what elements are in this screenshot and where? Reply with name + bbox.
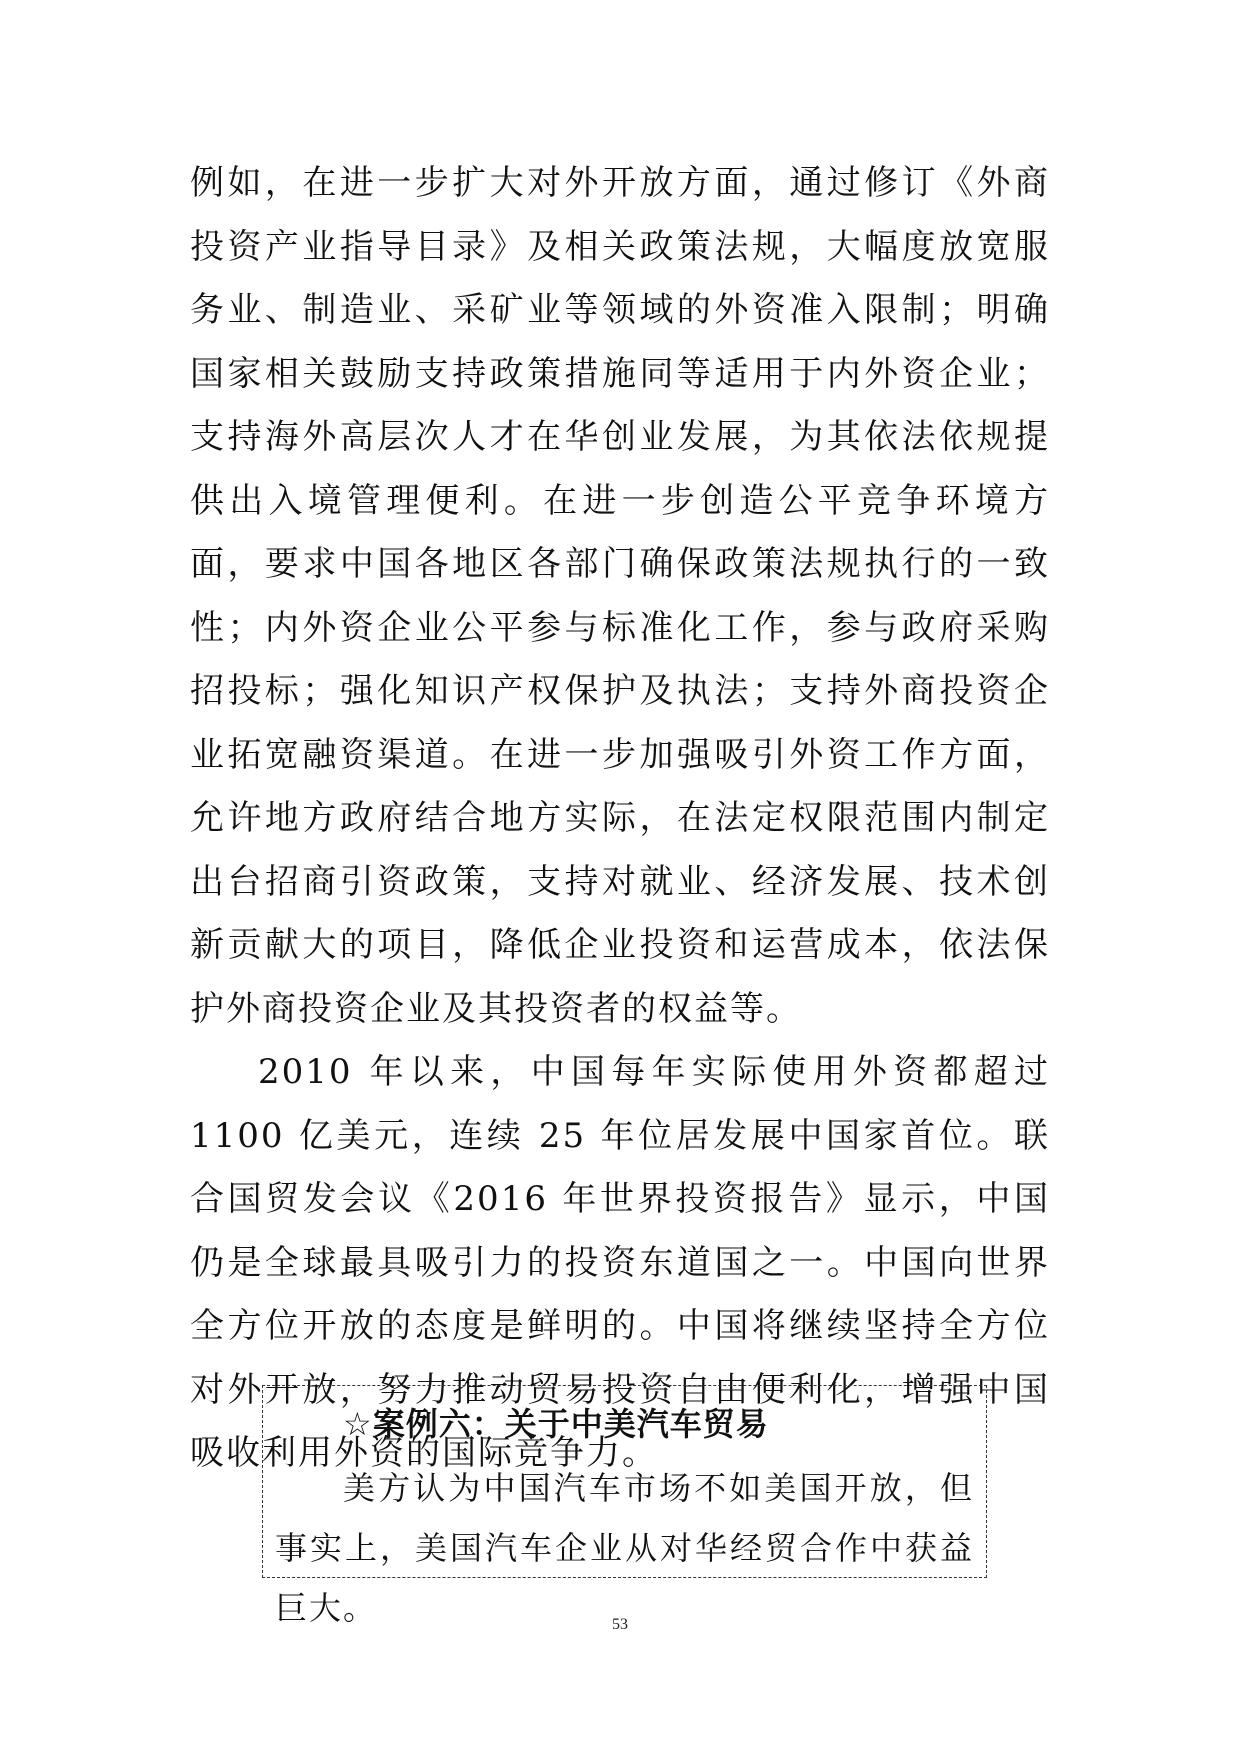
body-text (190, 152, 1050, 1486)
case-study-title: ☆案例六：关于中美汽车贸易 (343, 1405, 769, 1443)
paragraph-foreign-investment-measures: 例如，在进一步扩大对外开放方面，通过修订《外商投资产业指导目录》及相关政策法规，大幅度放宽服务业、制造业、采矿业等领域的外资准入限制；明确国家相关鼓励支持政策措施同等适用于内外资企业；支持海外高层次人才在华创业发展，为其依法依规提供出入境管理便利。在进一步创造公平竞争环境方面，要求中国各地区各部门确保政策法规执行的一致性；内外资企业公平参与标准化工作，参与政府采购招投标；强化知识产权保护及执法；支持外商投资企业拓宽融资渠道。在进一步加强吸引外资工作方面，允许地方政府结合地方实际，在法定权限范围内制定出台招商引资政策，支持对就业、经济发展、技术创新贡献大的项目，降低企业投资和运营成本，依法保护外商投资企业及其投资者的权益等。 (190, 163, 1050, 1029)
page-number: 53 (612, 1616, 628, 1633)
case-study-text: 美方认为中国汽车市场不如美国开放，但事实上，美国汽车企业从对华经贸合作中获益巨大。 (275, 1469, 974, 1627)
paragraph-foreign-investment-stats: 2010 年以来，中国每年实际使用外资都超过 1100 亿美元，连续 25 年位居发展中国家首位。联合国贸发会议《2016 年世界投资报告》显示，中国仍是全球最具吸引力的投资东道国之一。中国向世界全方位开放的态度是鲜明的。中国将继续坚持全方位对外开放，努力推动贸易投资自由便利化，增强中国吸收利用外资的国际竞争力。 (190, 1052, 1050, 1473)
